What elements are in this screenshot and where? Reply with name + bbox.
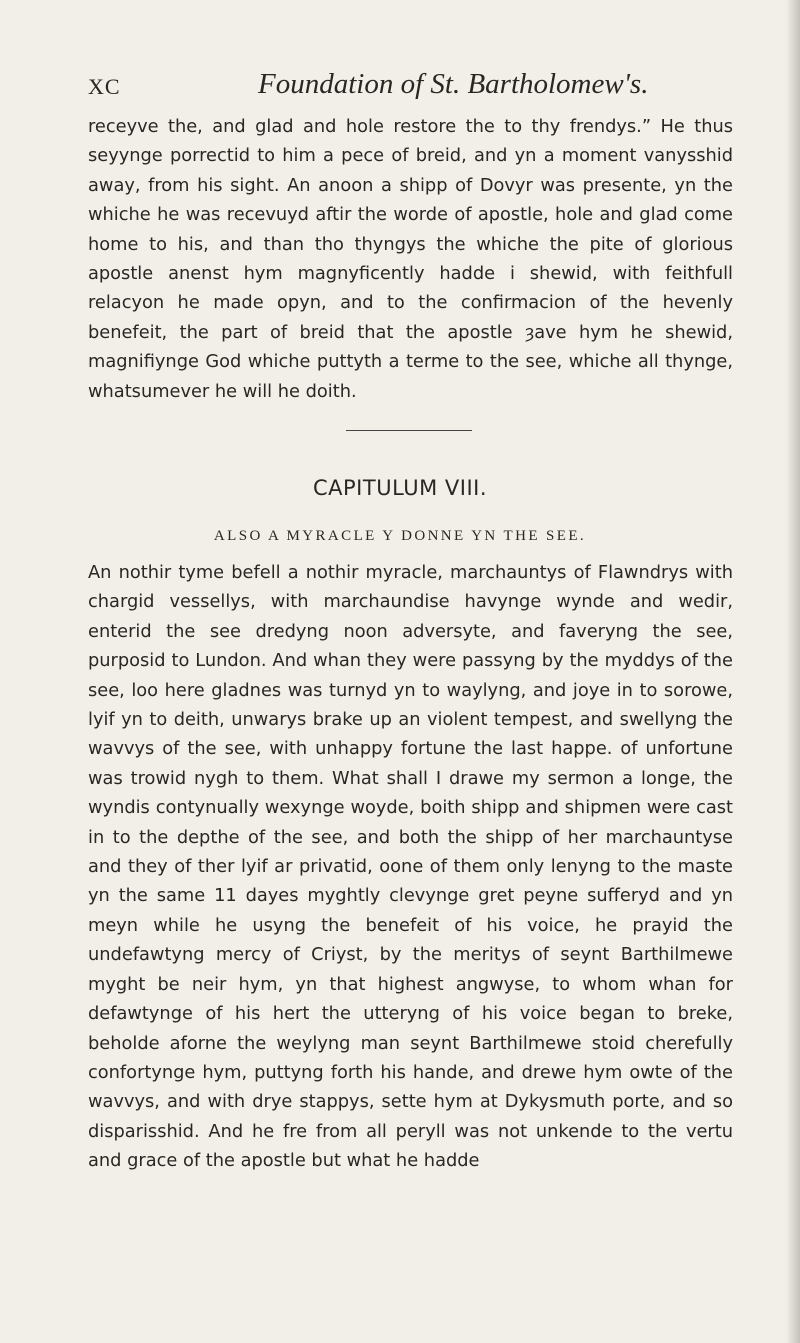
section-divider-rule	[346, 430, 472, 431]
page-header	[88, 68, 728, 108]
chapter-body-paragraph: An nothir tyme befell a nothir myracle, marchauntys of Flawndrys with chargid vessellys, with marchaundise havynge wynde and wedir, enterid the see dredyng noon adversyte, and faveryng the see, purposid to Lundon. And whan they were passyng by the myddys of the see, loo here gladnes was turnyd yn to waylyng, and joye in to sorowe, lyif yn to deith, unwarys brake up an violent tempest, and swellyng the wavvys of the see, with unhappy fortune the last happe. of unfortune was trowid nygh to them. What shall I drawe my sermon a longe, the wyndis contynually wexynge woyde, boith shipp and shipmen were cast in to the depthe of the see, and both the shipp of her marchauntyse and they of ther lyif ar privatid, oone of them only lenyng to the maste yn the same 11 dayes myghtly clevynge gret peyne sufferyd and yn meyn while he usyng the benefeit of his voice, he prayid the undefawtyng mercy of Criyst, by the meritys of seynt Barthilmewe myght be neir hym, yn that highest angwyse, to whom whan for defawtynge of his hert the utteryng of his voice began to breke, beholde aforne the weylyng man seynt Barthilmewe stoid cherefully confortynge hym, puttyng forth his hande, and drewe hym owte of the wavvys, and with drye stappys, sette hym at Dykysmuth porte, and so disparisshid. And he fre from all peryll was not unkende to the vertu and grace of the apostle but what he hadde	[88, 562, 733, 1172]
chapter-subtitle: ALSO A MYRACLE Y DONNE YN THE SEE.	[213, 528, 587, 544]
page-number: XC	[88, 74, 121, 99]
chapter-title: CAPITULUM VIII.	[312, 476, 488, 500]
page-edge-shadow	[786, 0, 800, 1343]
paragraph-continued: receyve the, and glad and hole restore the to thy frendys.” He thus seyynge porrectid to him a pece of breid, and yn a moment vanysshid away, from his sight. An anoon a shipp of Dovyr was presente, yn the whiche he was recevuyd aftir the worde of apostle, hole and glad come home to his, and than tho thyngys the whiche the pite of glorious apostle anenst hym magnyficently hadde i shewid, with feithfull relacyon he made opyn, and to the confirmacion of the hevenly benefeit, the part of breid that the apostle ȝave hym he shewid, magnifiynge God whiche puttyth a terme to the see, whiche all thynge, whatsumever he will he doith.	[88, 116, 733, 402]
running-title: Foundation of St. Bartholomew's.	[258, 68, 649, 100]
